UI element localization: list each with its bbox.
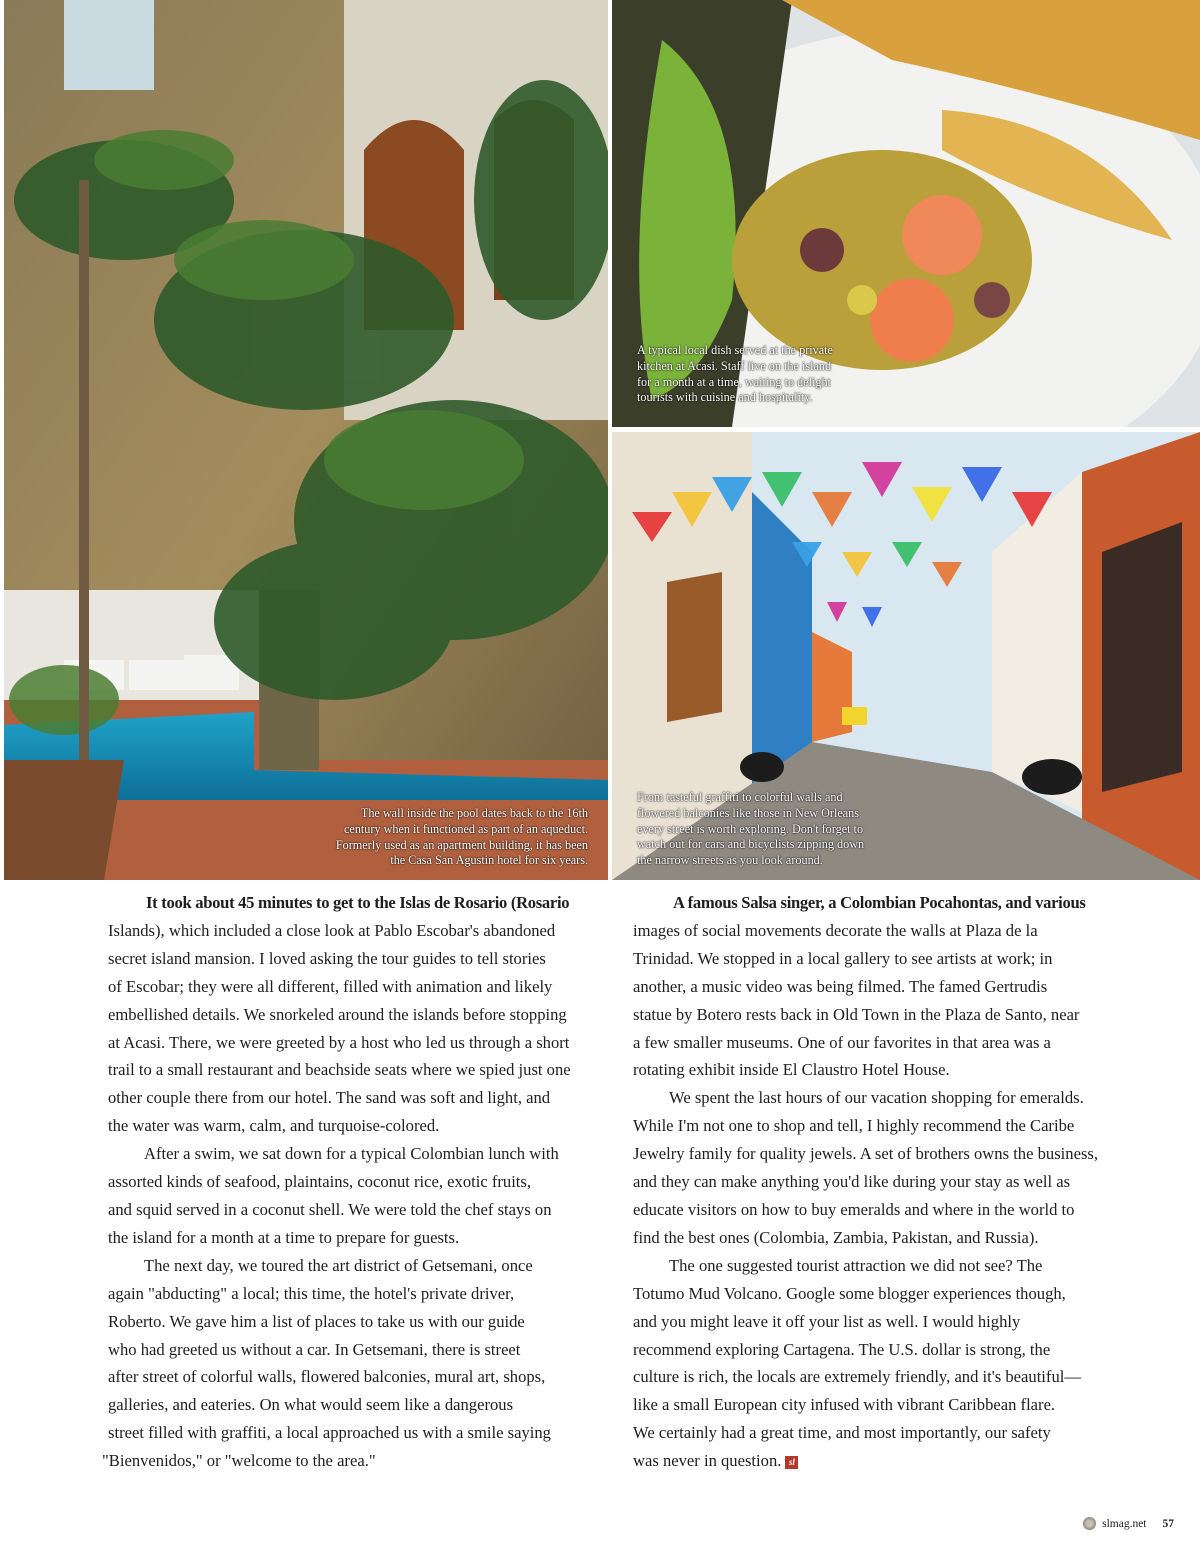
site-name[interactable]: slmag.net <box>1102 1517 1147 1530</box>
caption-line: the narrow streets as you look around. <box>637 853 823 868</box>
text-line: street filled with graffiti, a local approached us with a smile saying <box>108 1423 551 1443</box>
text-line: educate visitors on how to buy emeralds and where in the world to <box>633 1199 1075 1219</box>
text-line: of Escobar; they were all different, filled with animation and likely <box>108 976 553 996</box>
text-line <box>633 1447 1113 1475</box>
text-line: after street of colorful walls, flowered balconies, mural art, shops, <box>108 1367 546 1387</box>
text-line: statue by Botero rests back in Old Town in the Plaza de Santo, near <box>633 1004 1080 1024</box>
text-line: galleries, and eateries. On what would seem like a dangerous <box>108 1395 514 1415</box>
text-line: culture is rich, the locals are extremely friendly, and it's beautiful— <box>633 1367 1081 1387</box>
text-line: The one suggested tourist attraction we did not see? The <box>669 1255 1043 1275</box>
text-line: find the best ones (Colombia, Zambia, Pakistan, and Russia). <box>633 1227 1039 1247</box>
text-line: and you might leave it off your list as well. I would highly <box>633 1311 1021 1331</box>
text-line: a few smaller museums. One of our favorites in that area was a <box>633 1032 1051 1052</box>
page-footer <box>1083 1517 1174 1530</box>
text-line: recommend exploring Cartagena. The U.S. dollar is strong, the <box>633 1339 1051 1359</box>
caption-line: watch out for cars and bicyclists zipping down <box>637 837 865 852</box>
caption-line: for a month at a time, waiting to delight <box>637 374 831 389</box>
caption-line: From tasteful graffiti to colorful walls and <box>637 790 843 804</box>
text-line: other couple there from our hotel. The sand was soft and light, and <box>108 1088 551 1108</box>
caption-line: The wall inside the pool dates back to the 16th <box>360 806 588 820</box>
caption-line: the Casa San Agustin hotel for six years. <box>390 853 588 868</box>
text-line: "Bienvenidos," or "welcome to the area." <box>102 1451 376 1471</box>
text-line: secret island mansion. I loved asking the tour guides to tell stories <box>108 948 546 968</box>
final-text: was never in question. <box>633 1451 782 1471</box>
text-line: After a swim, we sat down for a typical Colombian lunch with <box>144 1144 559 1164</box>
text-line: assorted kinds of seafood, plaintains, coconut rice, exotic fruits, <box>108 1172 532 1192</box>
caption-line: century when it functioned as part of an aqueduct. <box>344 821 588 836</box>
lead-line: A famous Salsa singer, a Colombian Pocahontas, and various <box>673 893 1086 912</box>
lead-line: It took about 45 minutes to get to the Islas de Rosario (Rosario <box>146 893 570 912</box>
caption-line: kitchen at Acasi. Staff live on the island <box>637 358 832 373</box>
right-text-column <box>633 889 1113 1475</box>
text-line: the island for a month at a time to prepare for guests. <box>108 1227 460 1247</box>
text-line: another, a music video was being filmed. The famed Gertrudis <box>633 976 1048 996</box>
text-line: The next day, we toured the art district of Getsemani, once <box>144 1255 533 1275</box>
text-line: images of social movements decorate the walls at Plaza de la <box>633 920 1038 940</box>
courtyard-pool-photo <box>4 0 608 880</box>
caption-line: tourists with cuisine and hospitality. <box>637 390 813 405</box>
text-line: again "abducting" a local; this time, the hotel's private driver, <box>108 1283 515 1303</box>
left-text-column <box>102 889 588 1475</box>
caption-line: flowered balconies like those in New Orleans <box>637 805 860 820</box>
pool-photo-caption <box>336 806 588 869</box>
text-line: rotating exhibit inside El Claustro Hotel House. <box>633 1060 950 1080</box>
text-line: We spent the last hours of our vacation shopping for emeralds. <box>669 1088 1084 1108</box>
text-line: Islands), which included a close look at Pablo Escobar's abandoned <box>108 920 556 940</box>
street-photo-caption <box>637 790 864 869</box>
caption-line: Formerly used as an apartment building, it has been <box>335 837 588 852</box>
end-mark-icon: sl <box>785 1456 798 1469</box>
text-line: like a small European city infused with vibrant Caribbean flare. <box>633 1395 1056 1415</box>
text-line: and they can make anything you'd like during your stay as well as <box>633 1172 1071 1192</box>
text-line: Jewelry family for quality jewels. A set of brothers owns the business, <box>633 1144 1099 1164</box>
caption-line: every street is worth exploring. Don't forget to <box>637 821 864 836</box>
text-line: at Acasi. There, we were greeted by a host who led us through a short <box>108 1032 570 1052</box>
text-line: While I'm not one to shop and tell, I highly recommend the Caribe <box>633 1116 1075 1136</box>
text-line: We certainly had a great time, and most importantly, our safety <box>633 1423 1051 1443</box>
text-line: and squid served in a coconut shell. We were told the chef stays on <box>108 1199 552 1219</box>
text-line: Trinidad. We stopped in a local gallery to see artists at work; in <box>633 948 1053 968</box>
dish-photo-caption <box>637 343 833 406</box>
text-line: who had greeted us without a car. In Getsemani, there is street <box>108 1339 521 1359</box>
caption-line: A typical local dish served at the private <box>637 343 833 357</box>
text-line: trail to a small restaurant and beachside seats where we spied just one <box>108 1060 571 1080</box>
magazine-logo-icon <box>1083 1517 1096 1530</box>
page-number: 57 <box>1162 1517 1174 1530</box>
text-line: Roberto. We gave him a list of places to take us with our guide <box>108 1311 525 1331</box>
text-line: embellished details. We snorkeled around the islands before stopping <box>108 1004 567 1024</box>
text-line: Totumo Mud Volcano. Google some blogger experiences though, <box>633 1283 1066 1303</box>
text-line: the water was warm, calm, and turquoise-colored. <box>108 1116 440 1136</box>
